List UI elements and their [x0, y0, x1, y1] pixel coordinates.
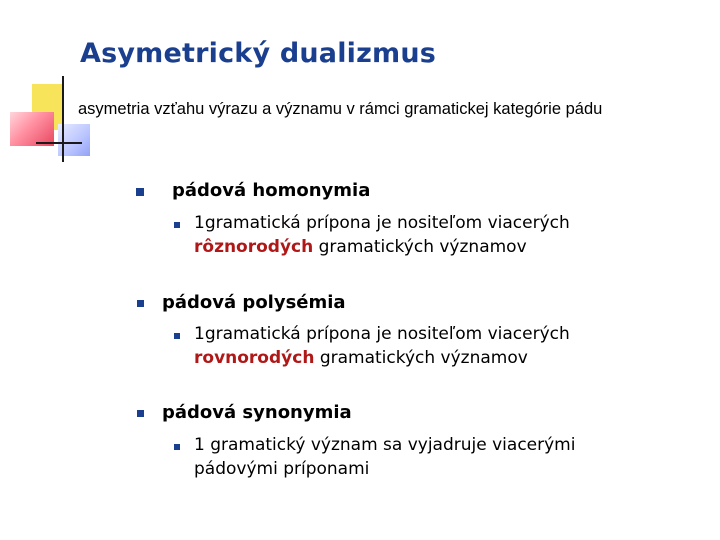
- vertical-line: [62, 76, 64, 162]
- sub-bullet-icon: [174, 333, 180, 339]
- bullet-icon: [137, 300, 144, 307]
- item-heading-polysemia: pádová polysémia: [162, 292, 346, 313]
- item-heading-homonymia: pádová homonymia: [172, 180, 371, 201]
- item-text-line1: 1gramatická prípona je nositeľom viacerých: [194, 324, 570, 344]
- sub-bullet-icon: [174, 444, 180, 450]
- decoration-gap: [64, 84, 78, 124]
- item-text-suffix: gramatických významov: [313, 237, 527, 257]
- highlight-word: rôznorodých: [194, 237, 314, 257]
- horizontal-line: [36, 142, 82, 144]
- item-text-homonymia: [194, 211, 614, 259]
- bullet-icon: [136, 188, 144, 196]
- slide-subtitle: asymetria vzťahu výrazu a významu v rámci gramatickej kategórie pádu: [78, 100, 603, 118]
- item-text-suffix: gramatických významov: [314, 348, 528, 368]
- slide-title: Asymetrický dualizmus: [80, 38, 437, 69]
- item-text-polysemia: [194, 322, 614, 370]
- item-heading-synonymia: pádová synonymia: [162, 402, 352, 423]
- item-text-line1: 1 gramatický význam sa vyjadruje viacerými: [194, 435, 576, 455]
- red-square: [10, 112, 54, 146]
- item-text-line1: 1gramatická prípona je nositeľom viacerých: [194, 213, 570, 233]
- highlight-word: rovnorodých: [194, 348, 315, 368]
- bullet-icon: [137, 410, 144, 417]
- corner-decoration: [0, 0, 100, 170]
- item-text-line2: pádovými príponami: [194, 459, 370, 479]
- sub-bullet-icon: [174, 222, 180, 228]
- item-text-synonymia: [194, 433, 614, 481]
